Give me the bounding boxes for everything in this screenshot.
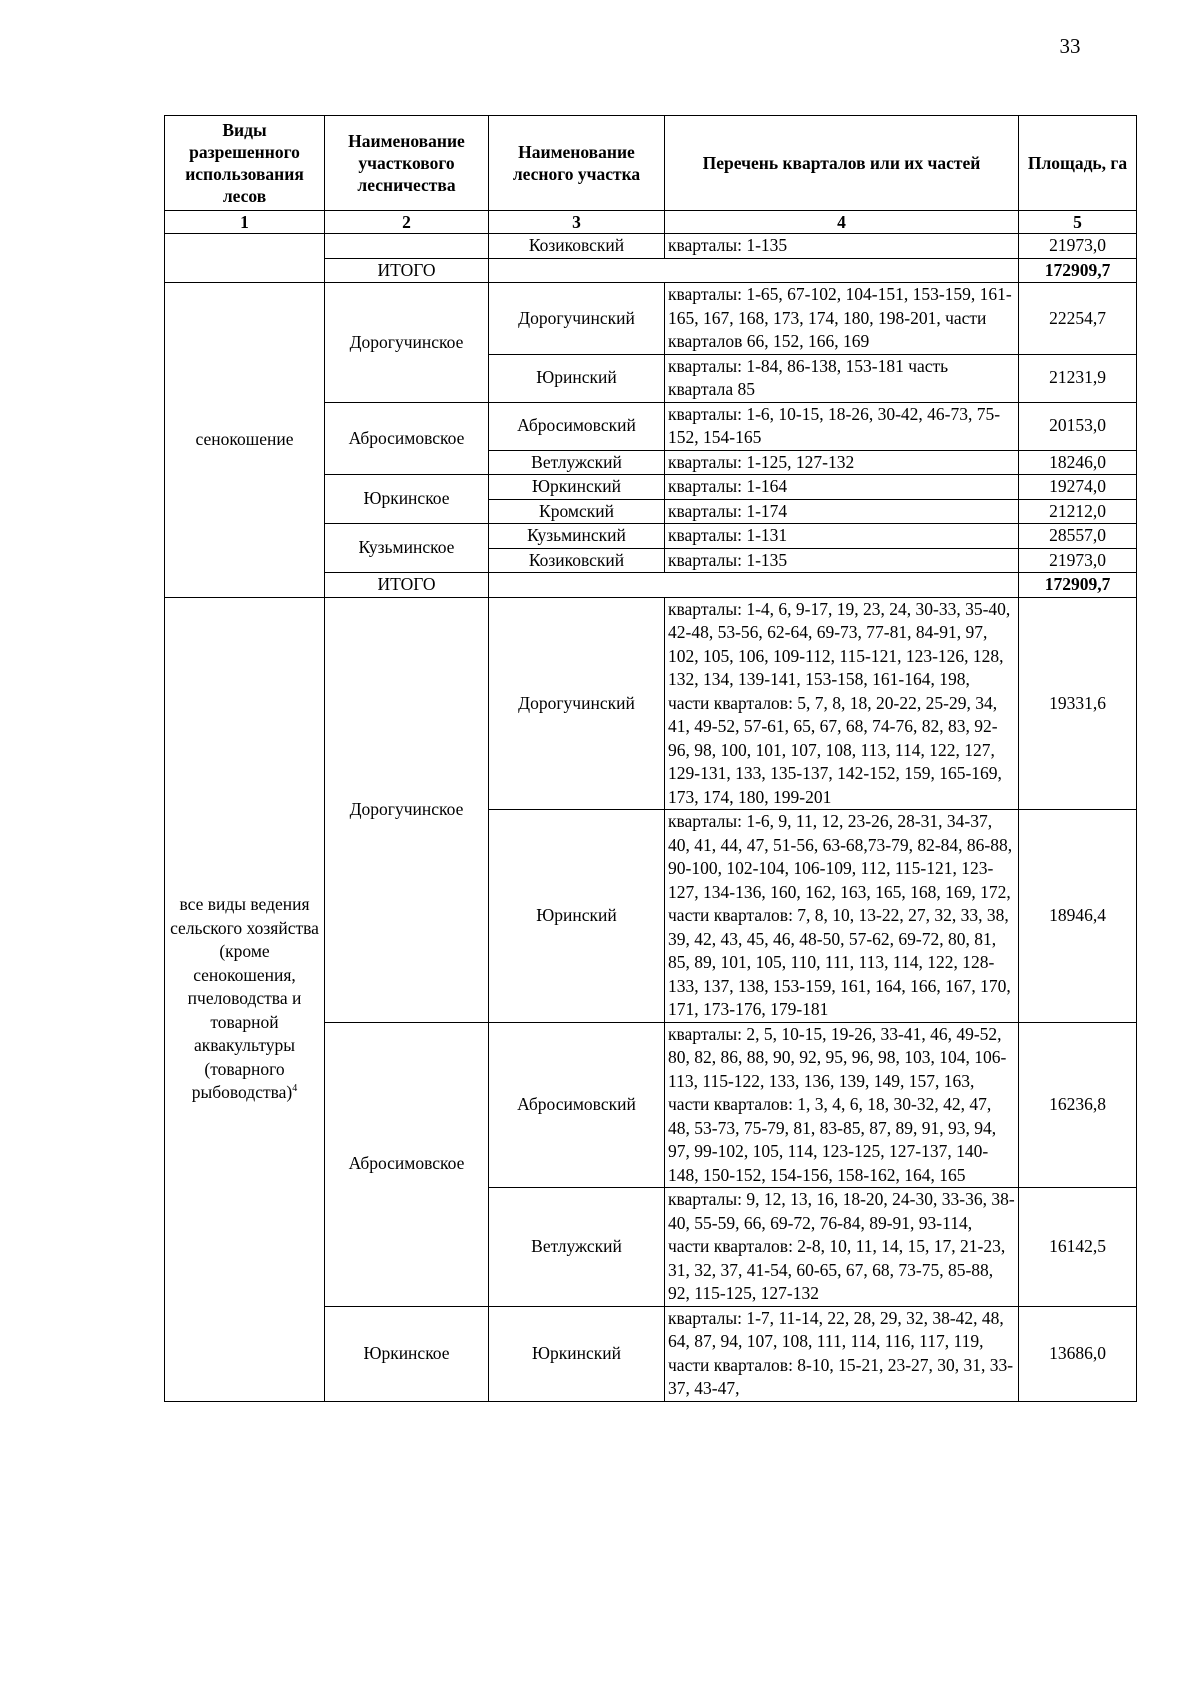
forest-site-cell: Юринский xyxy=(489,354,665,402)
forest-site-cell: Юринский xyxy=(489,810,665,1023)
forest-site-cell: Козиковский xyxy=(489,234,665,259)
quarters-cell: кварталы: 1-65, 67-102, 104-151, 153-159, 161-165, 167, 168, 173, 174, 180, 198-201, части кварталов 66, 152, 166, 169 xyxy=(665,283,1019,355)
forestry-cell: Дорогучинское xyxy=(325,597,489,1022)
header-quarters: Перечень кварталов или их частей xyxy=(665,116,1019,211)
area-cell: 18246,0 xyxy=(1019,450,1137,475)
forest-site-cell: Ветлужский xyxy=(489,450,665,475)
use-type-cell-empty xyxy=(165,234,325,283)
use-type-text: все виды ведения сельского хозяйства (кроме сенокошения, пчеловодства и товарной аквакультуры (товарного рыбоводства) xyxy=(170,894,319,1103)
area-cell: 19331,6 xyxy=(1019,597,1137,810)
use-type-cell xyxy=(165,597,325,1401)
page-number: 33 xyxy=(1059,34,1081,58)
quarters-cell: кварталы: 2, 5, 10-15, 19-26, 33-41, 46, 49-52, 80, 82, 86, 88, 90, 92, 95, 96, 98, 103, 104, 106-113, 115-122, 133, 136, 139, 149, 157, 163, части кварталов: 1, 3, 4, 6, 18, 30-32, 42, 47, 48, 53-73, 75-79, 81, 83-85, 87, 89, 91, 93, 94, 97, 99-102, 105, 114, 123-125, 127-137, 140-148, 150-152, 154-156, 158-162, 164, 165 xyxy=(665,1022,1019,1188)
column-number-row xyxy=(165,211,1137,234)
forest-site-cell: Юркинский xyxy=(489,475,665,500)
total-label: ИТОГО xyxy=(325,258,489,283)
header-area: Площадь, га xyxy=(1019,116,1137,211)
area-cell: 21212,0 xyxy=(1019,499,1137,524)
total-label: ИТОГО xyxy=(325,573,489,598)
quarters-cell: кварталы: 1-135 xyxy=(665,548,1019,573)
total-area: 172909,7 xyxy=(1019,258,1137,283)
forest-site-cell: Дорогучинский xyxy=(489,283,665,355)
table-row xyxy=(165,234,1137,259)
quarters-cell: кварталы: 1-7, 11-14, 22, 28, 29, 32, 38-42, 48, 64, 87, 94, 107, 108, 111, 114, 116, 117, 119, части кварталов: 8-10, 15-21, 23-27, 30, 31, 33-37, 43-47, xyxy=(665,1306,1019,1401)
forest-site-cell: Козиковский xyxy=(489,548,665,573)
area-cell: 19274,0 xyxy=(1019,475,1137,500)
quarters-cell: кварталы: 1-6, 9, 11, 12, 23-26, 28-31, 34-37, 40, 41, 44, 47, 51-56, 63-68,73-79, 82-84, 86-88, 90-100, 102-104, 106-109, 112, 115-121, 123-127, 134-136, 160, 162, 163, 165, 168, 169, 172, части кварталов: 7, 8, 10, 13-22, 27, 32, 33, 38, 39, 42, 43, 45, 46, 48-50, 57-62, 69-72, 80, 81, 85, 89, 101, 105, 110, 111, 113, 114, 122, 128-133, 137, 138, 153-159, 161, 164, 166, 167, 170, 171, 173-176, 179-181 xyxy=(665,810,1019,1023)
area-cell: 13686,0 xyxy=(1019,1306,1137,1401)
area-cell: 20153,0 xyxy=(1019,402,1137,450)
header-use-type: Виды разрешенного использования лесов xyxy=(165,116,325,211)
quarters-cell: кварталы: 1-6, 10-15, 18-26, 30-42, 46-73, 75-152, 154-165 xyxy=(665,402,1019,450)
forestry-cell: Абросимовское xyxy=(325,1022,489,1306)
column-number: 4 xyxy=(665,211,1019,234)
use-type-cell: сенокошение xyxy=(165,283,325,598)
total-area: 172909,7 xyxy=(1019,573,1137,598)
header-forest-site: Наименование лесного участка xyxy=(489,116,665,211)
forestry-cell: Кузьминское xyxy=(325,524,489,573)
column-number: 2 xyxy=(325,211,489,234)
forestry-cell: Абросимовское xyxy=(325,402,489,475)
total-empty-cell xyxy=(489,573,1019,598)
forestry-cell-empty xyxy=(325,234,489,259)
quarters-cell: кварталы: 1-4, 6, 9-17, 19, 23, 24, 30-33, 35-40, 42-48, 53-56, 62-64, 69-73, 77-81, 84-91, 97, 102, 105, 106, 109-112, 115-121, 123-126, 128, 132, 134, 139-141, 153-158, 161-164, 198, части кварталов: 5, 7, 8, 18, 20-22, 25-29, 34, 41, 49-52, 57-61, 65, 67, 68, 74-76, 82, 83, 92-96, 98, 100, 101, 107, 108, 113, 114, 122, 127, 129-131, 133, 135-137, 142-152, 159, 165-169, 173, 174, 180, 199-201 xyxy=(665,597,1019,810)
area-cell: 21973,0 xyxy=(1019,234,1137,259)
table-row xyxy=(165,283,1137,355)
area-cell: 28557,0 xyxy=(1019,524,1137,549)
area-cell: 16236,8 xyxy=(1019,1022,1137,1188)
forestry-cell: Юркинское xyxy=(325,1306,489,1401)
area-cell: 21973,0 xyxy=(1019,548,1137,573)
area-cell: 22254,7 xyxy=(1019,283,1137,355)
column-number: 1 xyxy=(165,211,325,234)
forestry-cell: Дорогучинское xyxy=(325,283,489,403)
area-cell: 16142,5 xyxy=(1019,1188,1137,1307)
table-row xyxy=(165,597,1137,810)
area-cell: 21231,9 xyxy=(1019,354,1137,402)
forest-site-cell: Абросимовский xyxy=(489,1022,665,1188)
forest-site-cell: Дорогучинский xyxy=(489,597,665,810)
table-header-row xyxy=(165,116,1137,211)
forestry-cell: Юркинское xyxy=(325,475,489,524)
forest-use-table xyxy=(164,115,1137,1402)
quarters-cell: кварталы: 1-84, 86-138, 153-181 часть квартала 85 xyxy=(665,354,1019,402)
quarters-cell: кварталы: 1-164 xyxy=(665,475,1019,500)
quarters-cell: кварталы: 1-174 xyxy=(665,499,1019,524)
forest-site-cell: Кромский xyxy=(489,499,665,524)
column-number: 5 xyxy=(1019,211,1137,234)
footnote-mark: 4 xyxy=(292,1083,298,1095)
header-forestry: Наименование участкового лесничества xyxy=(325,116,489,211)
quarters-cell: кварталы: 9, 12, 13, 16, 18-20, 24-30, 33-36, 38-40, 55-59, 66, 69-72, 76-84, 89-91, 93-114, части кварталов: 2-8, 10, 11, 14, 15, 17, 21-23, 31, 32, 37, 41-54, 60-65, 67, 68, 73-75, 85-88, 92, 115-125, 127-132 xyxy=(665,1188,1019,1307)
column-number: 3 xyxy=(489,211,665,234)
quarters-cell: кварталы: 1-125, 127-132 xyxy=(665,450,1019,475)
area-cell: 18946,4 xyxy=(1019,810,1137,1023)
forest-site-cell: Абросимовский xyxy=(489,402,665,450)
forest-site-cell: Кузьминский xyxy=(489,524,665,549)
total-empty-cell xyxy=(489,258,1019,283)
forest-site-cell: Юркинский xyxy=(489,1306,665,1401)
quarters-cell: кварталы: 1-131 xyxy=(665,524,1019,549)
quarters-cell: кварталы: 1-135 xyxy=(665,234,1019,259)
forest-site-cell: Ветлужский xyxy=(489,1188,665,1307)
